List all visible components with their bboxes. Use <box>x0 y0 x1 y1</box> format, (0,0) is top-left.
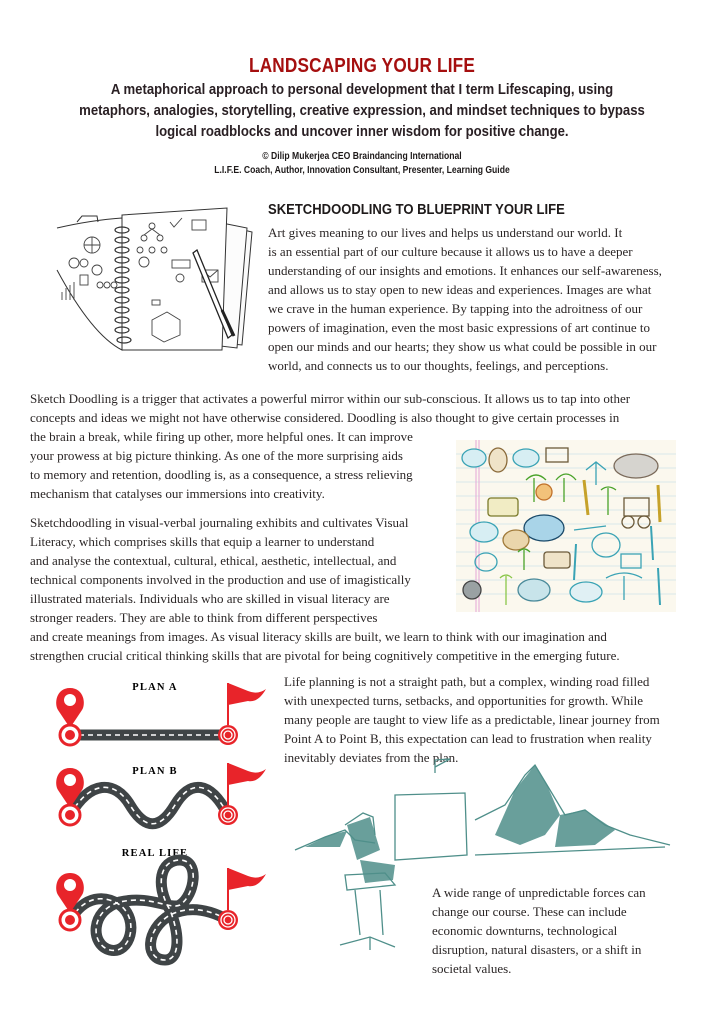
text-line: to memory and retention, doodling is, as a consequence, a stress relieving <box>30 467 413 482</box>
text-line: Point A to Point B, this expectation can lead to frustration when reality <box>284 731 652 746</box>
plan-b-label: PLAN B <box>132 766 178 777</box>
author-credit: © Dilip Mukerjea CEO Braindancing International <box>262 151 462 162</box>
plan-a-label: PLAN A <box>132 682 178 693</box>
sketch-doodling-paragraph <box>30 389 720 427</box>
text-line: and analyse the contextual, cultural, ethical, aesthetic, intellectual, and <box>30 553 397 568</box>
text-line: is an essential part of our culture because it allows us to have a deeper <box>268 244 633 259</box>
visual-literacy-paragraph-cont <box>30 627 720 665</box>
text-line: change our course. These can include <box>432 904 627 919</box>
text-line: with unexpected turns, setbacks, and opportunities for growth. While <box>284 693 643 708</box>
subtitle-line: logical roadblocks and uncover inner wisdom for positive change. <box>155 124 569 140</box>
text-line: stronger readers. They are able to think from different perspectives <box>30 610 378 625</box>
text-line: Art gives meaning to our lives and helps us understand our world. It <box>268 225 623 240</box>
text-line: Sketch Doodling is a trigger that activates a powerful mirror within our sub-conscious. It allows us to tap into other <box>30 391 631 406</box>
text-line: the brain a break, while firing up other, more helpful ones. It can improve <box>30 429 413 444</box>
subtitle-line: metaphors, analogies, storytelling, creative expression, and mindset techniques to bypass <box>79 103 645 119</box>
flag-icon <box>218 683 266 745</box>
life-roads-illustration <box>30 670 280 1000</box>
start-marker-icon <box>60 805 80 825</box>
text-line: societal values. <box>432 961 512 976</box>
page-subtitle <box>72 80 652 143</box>
text-line: many people are taught to view life as a predictable, linear journey from <box>284 712 660 727</box>
text-line: powers of imagination, even the most basic expressions of art continue to <box>268 320 650 335</box>
map-pin-icon <box>56 688 84 728</box>
real-life-label: REAL LIFE <box>121 848 189 859</box>
text-line: open our minds and our hearts; they show us what could be possible in our <box>268 339 657 354</box>
unpredictable-forces-paragraph <box>432 883 682 978</box>
text-line: technical components involved in the production and use of imagistically <box>30 572 411 587</box>
visual-literacy-paragraph <box>30 513 460 627</box>
sketch-doodling-paragraph-cont <box>30 427 460 503</box>
flag-icon <box>218 868 266 930</box>
text-line: mechanism that catalyses our immersions into creativity. <box>30 486 325 501</box>
text-line: disruption, natural disasters, or a shift in <box>432 942 642 957</box>
page-title: LANDSCAPING YOUR LIFE <box>249 55 475 77</box>
flag-icon <box>218 763 266 825</box>
text-line: economic downturns, technological <box>432 923 618 938</box>
text-line: illustrated materials. Individuals who are skilled in visual literacy are <box>30 591 390 606</box>
start-marker-icon <box>60 725 80 745</box>
safari-doodles-illustration <box>456 440 676 612</box>
art-paragraph <box>268 223 708 375</box>
text-line: we crave in the human experience. By tapping into the adroitness of our <box>268 301 643 316</box>
text-line: strengthen crucial critical thinking skills that are pivotal for being cognitively competitive in the emerging future. <box>30 648 620 663</box>
text-line: concepts and ideas we might not have otherwise considered. Doodling is also thought to give certain processes in <box>30 410 620 425</box>
subtitle-line: A metaphorical approach to personal development that I term Lifescaping, using <box>110 82 614 98</box>
text-line: understanding of our insights and emotions. It enhances our self-awareness, <box>268 263 662 278</box>
text-line: and create meanings from images. As visual literacy skills are built, we learn to think with our imagination and <box>30 629 607 644</box>
text-line: Life planning is not a straight path, but a complex, winding road filled <box>284 674 650 689</box>
text-line: your prowess at big picture thinking. As one of the more surprising aids <box>30 448 403 463</box>
life-planning-paragraph <box>284 672 704 767</box>
text-line: Sketchdoodling in visual-verbal journaling exhibits and cultivates Visual <box>30 515 409 530</box>
start-marker-icon <box>60 910 80 930</box>
text-line: world, and connects us to our thoughts, feelings, and perceptions. <box>268 358 609 373</box>
sketch-notebook-illustration <box>52 200 262 360</box>
text-line: A wide range of unpredictable forces can <box>432 885 646 900</box>
text-line: Literacy, which comprises skills that equip a learner to understand <box>30 534 375 549</box>
section-heading: SKETCHDOODLING TO BLUEPRINT YOUR LIFE <box>268 202 565 218</box>
text-line: inevitably deviates from the plan. <box>284 750 459 765</box>
text-line: and allows us to stay open to new ideas and experiences. Images are what <box>268 282 652 297</box>
author-roles: L.I.F.E. Coach, Author, Innovation Consultant, Presenter, Learning Guide <box>214 165 510 176</box>
